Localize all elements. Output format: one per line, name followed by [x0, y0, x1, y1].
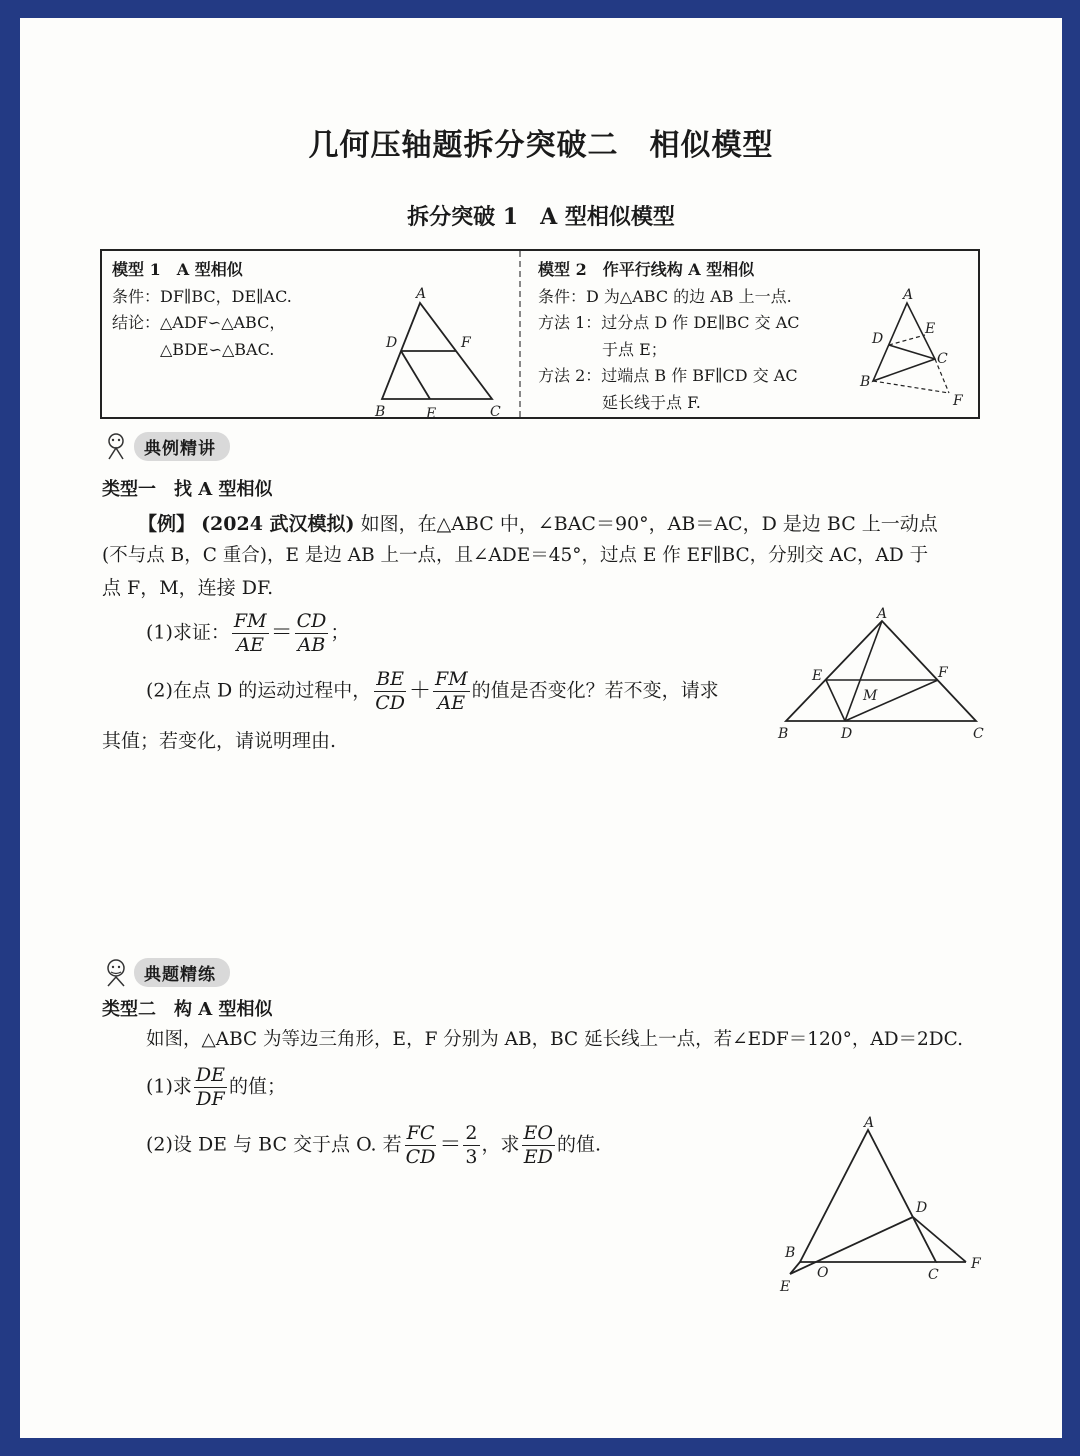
example-q2-suffix: 的值是否变化？若不变，请求 — [471, 679, 719, 702]
practice-q2-suffix: 的值. — [556, 1133, 602, 1156]
model2-method1-b: 于点 E； — [602, 339, 667, 359]
model1-conclusion-1: 结论：△ADF∽△ABC， — [112, 313, 286, 332]
practice-label-e: E — [780, 1279, 791, 1295]
model2-label-f: F — [953, 393, 963, 409]
model1-label-b: B — [375, 404, 386, 420]
model2-label-b: B — [860, 374, 871, 390]
frac-num: DE — [195, 1064, 226, 1086]
equals-sign: ＝ — [270, 620, 293, 646]
frac-num: 2 — [465, 1122, 478, 1144]
model1-label-e: E — [426, 406, 437, 421]
model2-label-c: C — [937, 351, 948, 367]
practice-label-f: F — [971, 1256, 981, 1272]
frac-den: AE — [437, 692, 466, 714]
practice-q2 — [146, 1122, 601, 1169]
section-subtitle: 拆分突破 1 A 型相似模型 — [407, 204, 675, 230]
example-label-d: D — [841, 726, 853, 742]
model2-figure — [857, 283, 977, 418]
example-line3: 点 F，M，连接 DF. — [102, 577, 274, 599]
practice-label-b: B — [785, 1245, 796, 1261]
example-source: (2024 武汉模拟) — [201, 513, 355, 535]
frac-num: EO — [523, 1122, 553, 1144]
fraction-de-df — [194, 1064, 227, 1111]
frac-den: AE — [236, 634, 265, 656]
fraction-cd-ab — [295, 610, 329, 657]
page-title: 几何压轴题拆分突破二 相似模型 — [308, 128, 774, 163]
fraction-2-3 — [463, 1122, 479, 1169]
example-q1 — [146, 610, 349, 657]
badge-examples — [102, 431, 230, 461]
model1-label-d: D — [386, 335, 398, 351]
example-label-m: M — [863, 688, 878, 704]
worksheet-page — [20, 18, 1062, 1438]
equals-sign: ＝ — [439, 1132, 462, 1158]
example-label-e: E — [812, 668, 823, 684]
model-divider — [519, 251, 521, 417]
frac-den: CD — [375, 692, 406, 714]
fraction-fm-ae — [232, 610, 269, 657]
model1-label-f: F — [461, 335, 471, 351]
model2-condition: 条件：D 为△ABC 的边 AB 上一点. — [538, 286, 792, 306]
model1-heading: 模型 1 A 型相似 — [112, 260, 243, 279]
model2-label-e: E — [925, 321, 936, 337]
badge-practice-label: 典题精练 — [134, 958, 230, 987]
model1-figure — [372, 281, 512, 421]
frac-num: FM — [233, 610, 267, 632]
example-q1-prefix: (1)求证： — [146, 621, 230, 644]
practice-q1 — [146, 1064, 286, 1111]
practice-q1-suffix: 的值； — [229, 1075, 287, 1098]
model1-label-a: A — [416, 286, 427, 302]
example-line1: 如图，在△ABC 中，∠BAC＝90°，AB＝AC，D 是边 BC 上一动点 — [360, 513, 938, 535]
example-label-f: F — [938, 665, 948, 681]
example-q2-line2: 其值；若变化，请说明理由. — [102, 730, 337, 752]
model-box — [100, 249, 980, 419]
example-label-c: C — [973, 726, 984, 742]
example-q2-prefix: (2)在点 D 的运动过程中， — [146, 679, 372, 702]
frac-num: FM — [435, 668, 468, 690]
practice-label-a: A — [864, 1116, 875, 1131]
frac-den: AB — [297, 634, 326, 656]
practice-q2-mid: ，求 — [481, 1133, 520, 1156]
practice-figure — [770, 1116, 1000, 1296]
frac-num: CD — [296, 610, 327, 632]
mascot-icon — [102, 431, 130, 461]
model2-label-d: D — [872, 331, 884, 347]
fraction-eo-ed — [522, 1122, 555, 1169]
fraction-fc-cd — [404, 1122, 438, 1169]
example-q1-suffix: ； — [330, 621, 350, 644]
badge-examples-label: 典例精讲 — [134, 432, 230, 461]
type1-heading: 类型一 找 A 型相似 — [102, 479, 273, 500]
practice-q2-prefix: (2)设 DE 与 BC 交于点 O. 若 — [146, 1133, 402, 1156]
practice-label-d: D — [916, 1200, 928, 1216]
practice-line1: 如图，△ABC 为等边三角形，E，F 分别为 AB，BC 延长线上一点，若∠EDF＝120°，AD＝2DC. — [146, 1029, 964, 1050]
model2-method1-a: 方法 1：过分点 D 作 DE∥BC 交 AC — [538, 313, 800, 332]
model2-method2-a: 方法 2：过端点 B 作 BF∥CD 交 AC — [538, 366, 798, 385]
model2-text — [538, 257, 800, 416]
frac-den: ED — [523, 1146, 553, 1168]
practice-q1-prefix: (1)求 — [146, 1075, 192, 1098]
model2-label-a: A — [903, 287, 914, 303]
model1-text — [112, 257, 292, 363]
model1-conclusion-2: △BDE∽△BAC. — [160, 339, 275, 359]
frac-num: BE — [376, 668, 405, 690]
frac-num: FC — [406, 1122, 435, 1144]
badge-practice — [102, 957, 230, 987]
type2-heading: 类型二 构 A 型相似 — [102, 999, 273, 1020]
practice-label-o: O — [817, 1265, 829, 1281]
example-label-a: A — [877, 606, 888, 622]
example-text — [102, 508, 982, 604]
mascot-icon — [102, 957, 130, 987]
example-figure — [770, 606, 1000, 746]
model2-method2-b: 延长线于点 F. — [602, 392, 701, 412]
example-q2 — [146, 668, 719, 715]
model1-label-c: C — [490, 404, 501, 420]
frac-den: CD — [405, 1146, 436, 1168]
fraction-be-cd — [373, 668, 407, 715]
plus-sign: ＋ — [409, 678, 432, 704]
example-line2: (不与点 B，C 重合)，E 是边 AB 上一点，且∠ADE＝45°，过点 E 作 EF∥BC，分别交 AC，AD 于 — [102, 545, 929, 566]
example-label-b: B — [778, 726, 789, 742]
fraction-fm-ae-2 — [433, 668, 470, 715]
example-tag: 【例】 — [138, 513, 196, 535]
frac-den: DF — [196, 1088, 225, 1110]
frac-den: 3 — [465, 1146, 478, 1168]
model1-condition: 条件：DF∥BC，DE∥AC. — [112, 286, 292, 306]
model2-heading: 模型 2 作平行线构 A 型相似 — [538, 260, 755, 279]
practice-label-c: C — [928, 1267, 939, 1283]
